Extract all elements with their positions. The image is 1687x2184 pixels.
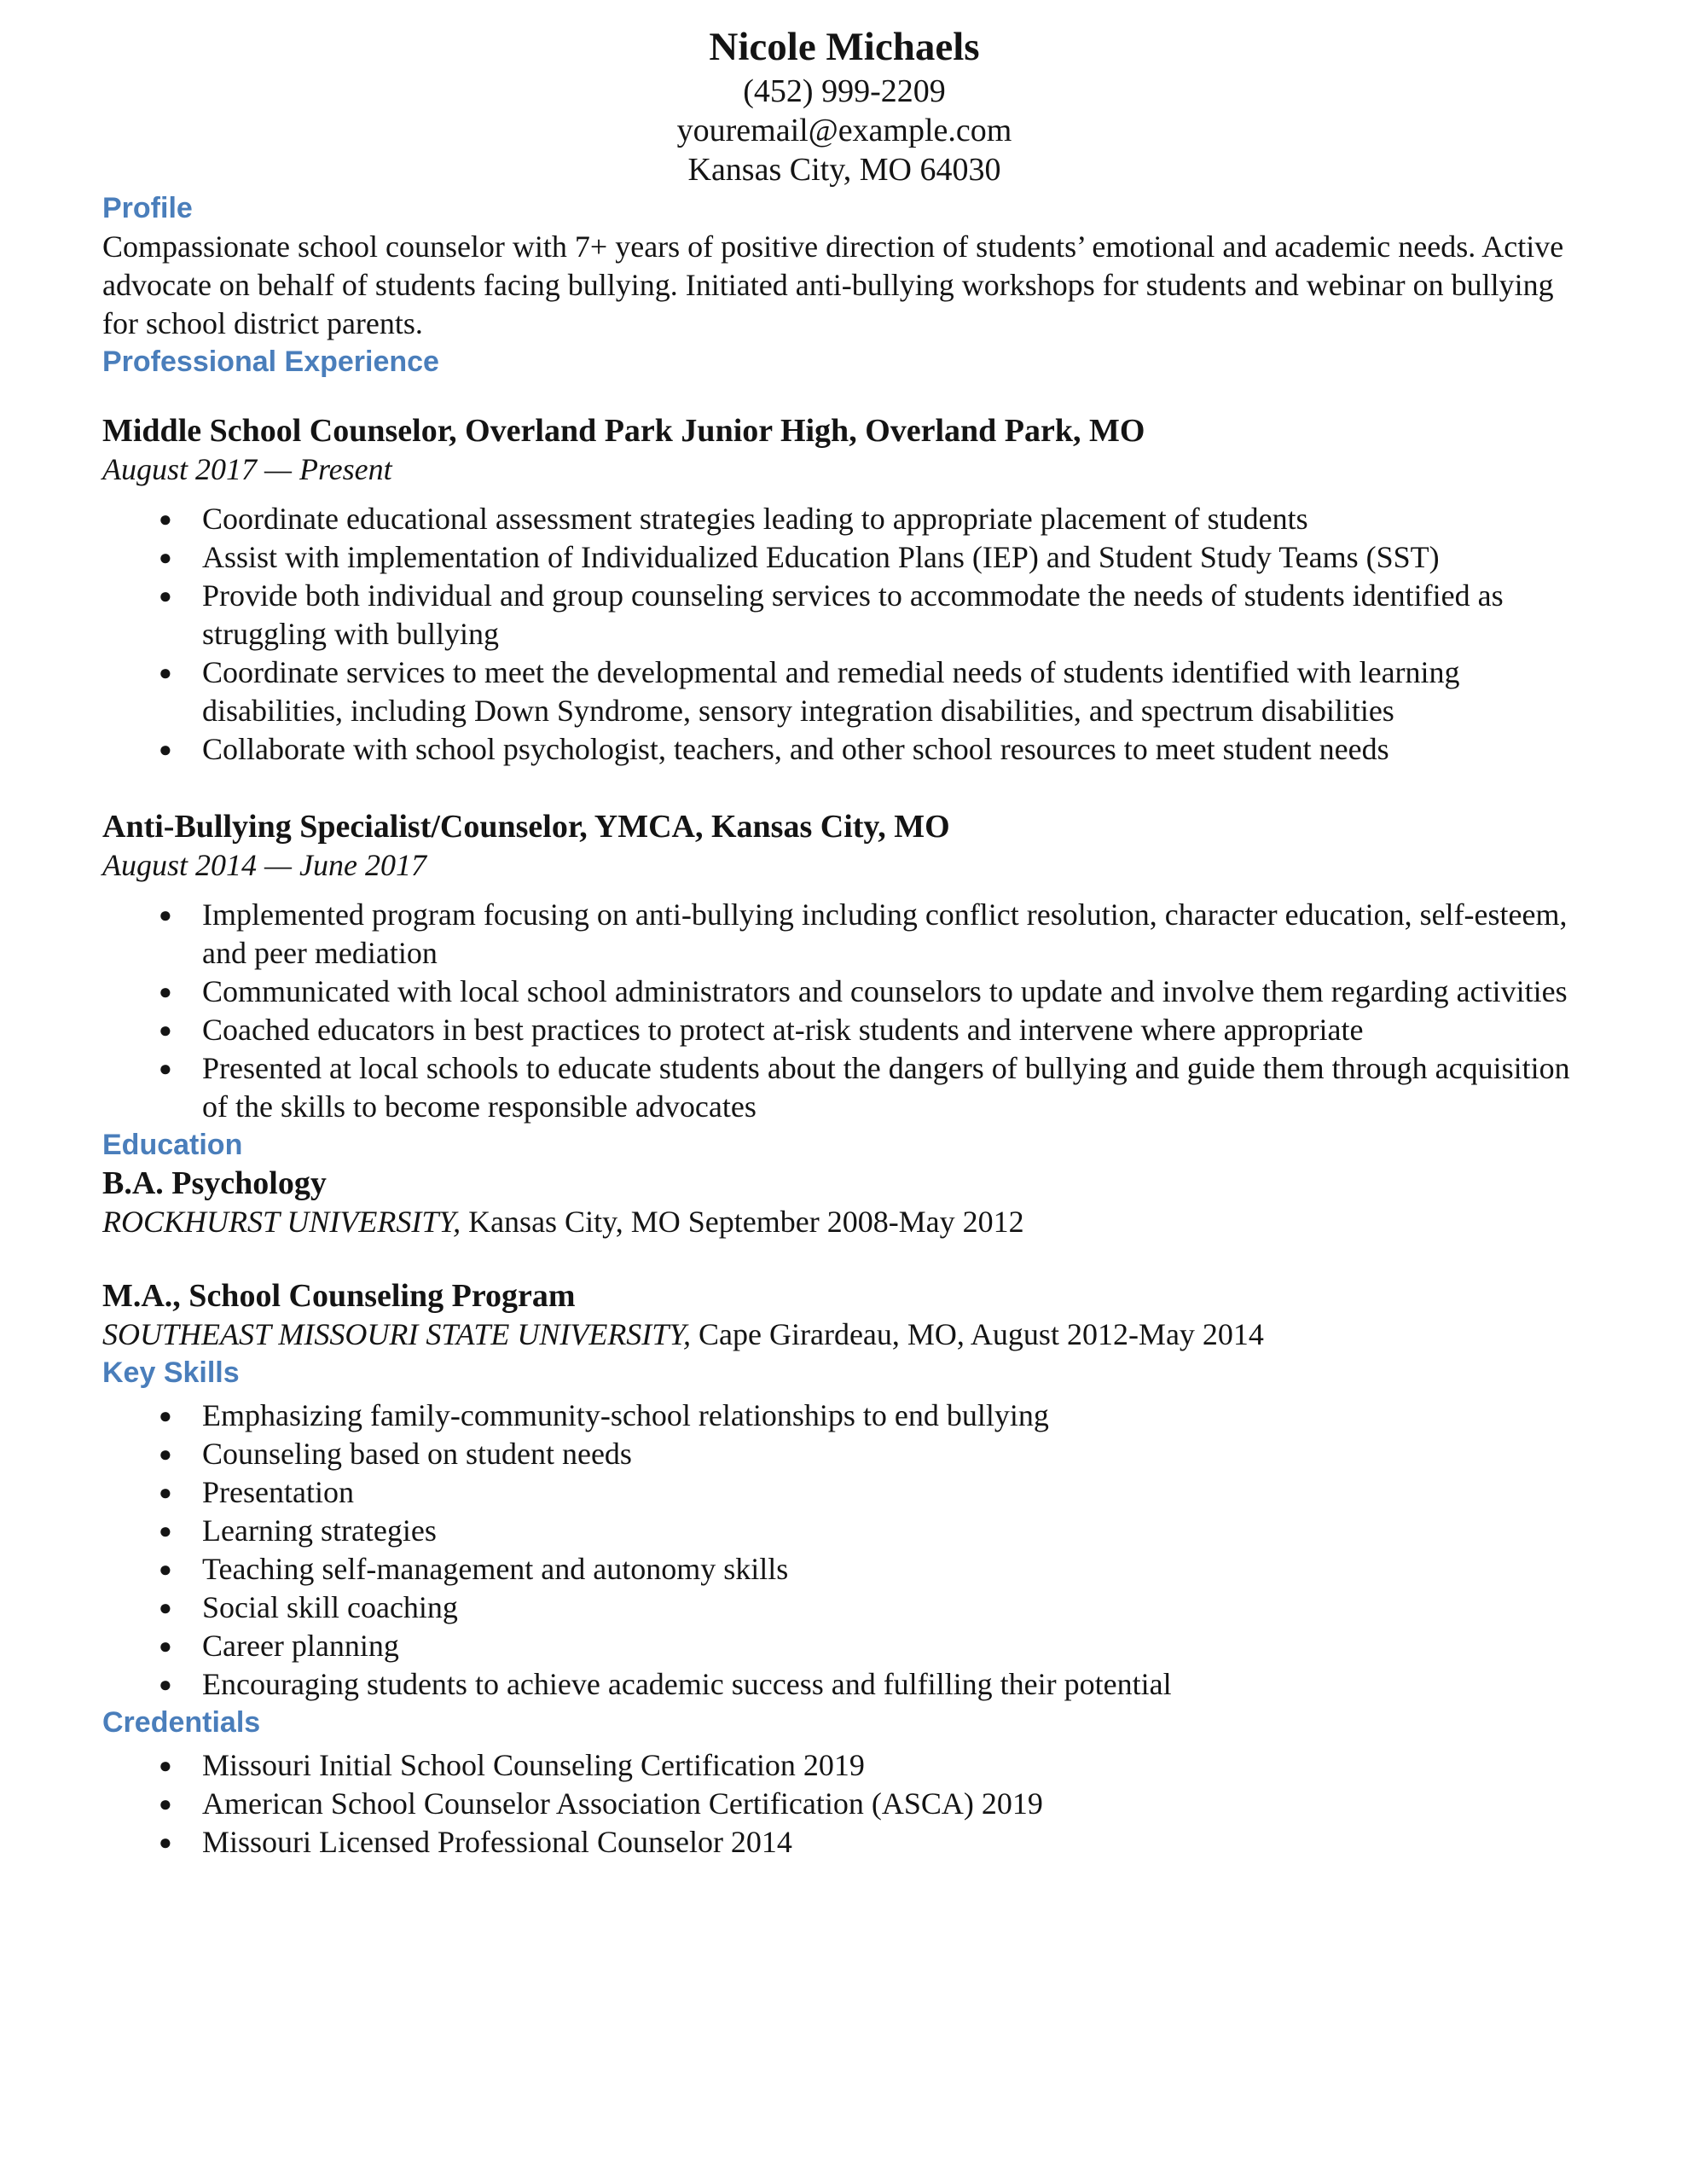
location: Kansas City, MO 64030	[687, 152, 1001, 188]
job-title: Anti-Bullying Specialist/Counselor, YMCA, Kansas City, MO	[102, 809, 950, 845]
experience-bullet: ● Assist with implementation of Individualized Education Plans (IEP) and Student Study Teams (SST)	[102, 538, 1586, 577]
email-address: youremail@example.com	[676, 113, 1012, 148]
experience-bullet: ● Collaborate with school psychologist, teachers, and other school resources to meet student needs	[102, 730, 1586, 769]
school-name: SOUTHEAST MISSOURI STATE UNIVERSITY,	[102, 1317, 692, 1351]
job-entry	[102, 808, 1586, 1126]
degree-entry	[102, 1165, 1586, 1241]
job-dates: August 2017 — Present	[102, 452, 392, 486]
job-bullet-list	[102, 500, 1586, 769]
credential-item: ● Missouri Initial School Counseling Certification 2019	[102, 1746, 1586, 1785]
skill-item: ● Encouraging students to achieve academic success and fulfilling their potential	[102, 1665, 1586, 1704]
experience-bullet: ● Communicated with local school administrators and counselors to update and involve them regarding activities	[102, 973, 1586, 1011]
degree-school-line	[102, 1203, 1586, 1241]
experience-bullet: ● Provide both individual and group counseling services to accommodate the needs of students identified as struggling with bullying	[102, 577, 1586, 653]
experience-bullet: ● Coordinate services to meet the developmental and remedial needs of students identified with learning disabilities, including Down Syndrome, sensory integration disabilities, and spectrum disabilities	[102, 653, 1586, 730]
experience-bullet: ● Presented at local schools to educate students about the dangers of bullying and guide them through acquisition of the skills to become responsible advocates	[102, 1049, 1586, 1126]
resume-header	[102, 22, 1586, 189]
school-name: ROCKHURST UNIVERSITY,	[102, 1205, 461, 1239]
job-entry	[102, 412, 1586, 769]
section-heading-key-skills: Key Skills	[102, 1356, 240, 1389]
skill-item: ● Social skill coaching	[102, 1589, 1586, 1627]
experience-bullet: ● Coached educators in best practices to protect at-risk students and intervene where appropriate	[102, 1011, 1586, 1049]
school-details: Kansas City, MO September 2008-May 2012	[468, 1205, 1024, 1239]
skills-list	[102, 1397, 1586, 1704]
experience-bullet: ● Implemented program focusing on anti-bullying including conflict resolution, character education, self-esteem, and peer mediation	[102, 896, 1586, 973]
degree-name: M.A., School Counseling Program	[102, 1278, 576, 1314]
experience-bullet: ● Coordinate educational assessment strategies leading to appropriate placement of students	[102, 500, 1586, 538]
job-bullet-list	[102, 896, 1586, 1126]
degree-entry	[102, 1277, 1586, 1354]
candidate-name: Nicole Michaels	[709, 25, 980, 69]
phone-number: (452) 999-2209	[743, 73, 946, 109]
credential-item: ● Missouri Licensed Professional Counselor 2014	[102, 1823, 1586, 1862]
section-heading-experience: Professional Experience	[102, 346, 439, 378]
section-heading-profile: Profile	[102, 192, 193, 224]
skill-item: ● Career planning	[102, 1627, 1586, 1665]
degree-school-line	[102, 1316, 1586, 1354]
credentials-list	[102, 1746, 1586, 1862]
degree-name: B.A. Psychology	[102, 1165, 327, 1201]
profile-summary: Compassionate school counselor with 7+ years of positive direction of students’ emotional and academic needs. Active advocate on behalf of students facing bullying. Initiated anti-bullying workshops for students and webinar on bullying for school district parents.	[102, 229, 1564, 340]
job-dates: August 2014 — June 2017	[102, 848, 426, 882]
school-details: Cape Girardeau, MO, August 2012-May 2014	[699, 1317, 1264, 1351]
section-heading-credentials: Credentials	[102, 1706, 261, 1739]
skill-item: ● Emphasizing family-community-school relationships to end bullying	[102, 1397, 1586, 1435]
skill-item: ● Learning strategies	[102, 1512, 1586, 1550]
credential-item: ● American School Counselor Association Certification (ASCA) 2019	[102, 1785, 1586, 1823]
skill-item: ● Presentation	[102, 1473, 1586, 1512]
skill-item: ● Teaching self-management and autonomy skills	[102, 1550, 1586, 1589]
section-heading-education: Education	[102, 1129, 243, 1161]
skill-item: ● Counseling based on student needs	[102, 1435, 1586, 1473]
job-title: Middle School Counselor, Overland Park Junior High, Overland Park, MO	[102, 413, 1145, 449]
